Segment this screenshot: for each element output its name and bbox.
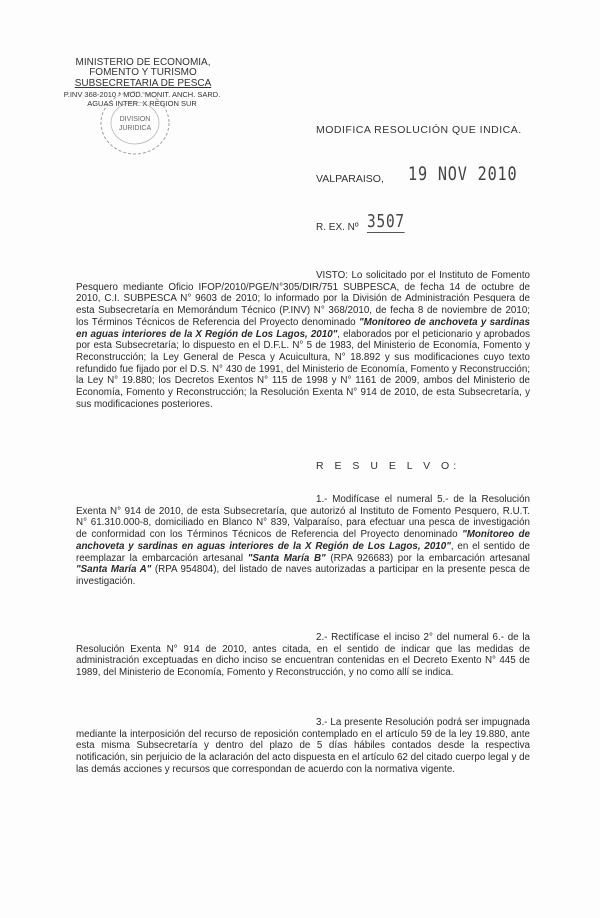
item-1-paragraph (76, 494, 530, 588)
item-1-text-3: (RPA 926683) por la embarcación artesanal (330, 552, 530, 564)
item-1-text: Exenta N° 914 de 2010, de esta Subsecretaría, que autorizó al Instituto de Fomento Pesquero, R.U.T. N° 61.310.000-8, domiciliado en Blanco N° 839, Valparaíso, para efectuar una pesca de investigación de conformidad con los Términos Técnicos de Referencia del Proyecto denominado (76, 505, 530, 541)
ministry-subname: FOMENTO Y TURISMO (89, 67, 197, 78)
item-3-lead: 3.- La presente Resolución podrá ser impugnada (316, 717, 530, 728)
resuelvo-heading: R E S U E L V O: (316, 460, 461, 472)
reference-region: AGUAS INTER. X REGION SUR (87, 99, 197, 108)
visto-paragraph (76, 270, 530, 410)
item-1-boat-1: "Santa María B" (247, 552, 326, 564)
place-label: VALPARAISO, (316, 173, 384, 185)
visto-lead: VISTO: (316, 270, 348, 281)
reference-code: P.INV 368-2010 * MOD. MONIT. ANCH. SARD. (63, 90, 221, 99)
visto-text: Lo solicitado por el Instituto de Fomento Pesquero mediante Oficio IFOP/2010/PGE/N°305/DIR/751 SUBPESCA, de fecha 14 de octubre de 2010, C.I. SUBPESCA N° 9603 de 2010; lo informado por la División de Administración Pesquera de esta Subsecretaría en Memorándum Técnico (P.INV) N° 368/2010, de fecha 8 de noviembre de 2010; los Términos Técnicos de Referencia del Proyecto denominado (76, 270, 530, 328)
resolution-number: 3507 (367, 211, 405, 232)
subsecretaria-name: SUBSECRETARIA DE PESCA (74, 78, 212, 89)
item-2-paragraph (76, 632, 530, 679)
stamp-text-2: JURIDICA (118, 125, 152, 132)
item-2-text: Resolución Exenta N° 914 de 2010, antes citada, en el sentido de indicar que las medidas de administración exceptuadas en dicho inciso se encuentran contenidas en el Decreto Exento N° 445 de 1989, del Ministerio de Economía, Fomento y Reconstrucción, y no como allí se indica. (76, 643, 530, 679)
item-1-text-2: , en el sentido de reemplazar la embarcación artesanal (76, 540, 530, 564)
item-2-lead: 2.- Rectifícase el inciso 2° del numeral 6.- de la (316, 632, 530, 643)
item-3-text: mediante la interposición del recurso de reposición contemplado en el artículo 59 de la ley 19.880, ante esta misma Subsecretaría y dentro del plazo de 5 días hábiles contados desde la respectiva notificación, sin perjuicio de la aclaración del acto dispuesta en el artículo 62 del citado cuerpo legal y de las demás acciones y recursos que correspondan de acuerdo con la normativa vigente. (76, 728, 530, 775)
stamp-text-1: DIVISION (119, 116, 151, 123)
item-1-text-4: (RPA 954804), del listado de naves autorizadas a participar en la presente pesca de investigación. (76, 564, 530, 587)
visto-project: "Monitoreo de anchoveta y sardinas en aguas interiores de la X Región de Los Lagos, 2010" (76, 316, 530, 340)
item-1-boat-2: "Santa María A" (76, 564, 152, 576)
visto-text-2: , elaborados por el peticionario y aprobados por esta Subsecretaría; lo dispuesto en el D.F.L. N° 5 de 1983, del Ministerio de Economía, Fomento y Reconstrucción; la Ley General de Pesca y Acuicultura, N° 18.892 y sus modificaciones cuyo texto refundido fue fijado por el D.S. N° 430 de 1991, del Ministerio de Economía, Fomento y Reconstrucción; la Ley N° 19.880; los Decretos Exentos N° 115 de 1998 y N° 1161 de 2009, ambos del Ministerio de Economía, Fomento y Reconstrucción; la Resolución Exenta N° 914 de 2010, de esta Subsecretaría, y sus modificaciones posteriores. (76, 328, 531, 410)
document-date: 19 NOV 2010 (408, 163, 518, 185)
document-title: MODIFICA RESOLUCIÓN QUE INDICA. (316, 124, 522, 136)
division-stamp (95, 85, 175, 160)
resolution-label: R. EX. Nº (316, 222, 359, 233)
ministry-name: MINISTERIO DE ECONOMIA, (75, 57, 211, 68)
item-3-paragraph (76, 717, 530, 776)
item-1-project: "Monitoreo de anchoveta y sardinas en aguas interiores de la X Región de Los Lagos, 2010" (76, 529, 530, 552)
item-1-lead: 1.- Modifícase el numeral 5.- de la Resolución (316, 494, 530, 505)
